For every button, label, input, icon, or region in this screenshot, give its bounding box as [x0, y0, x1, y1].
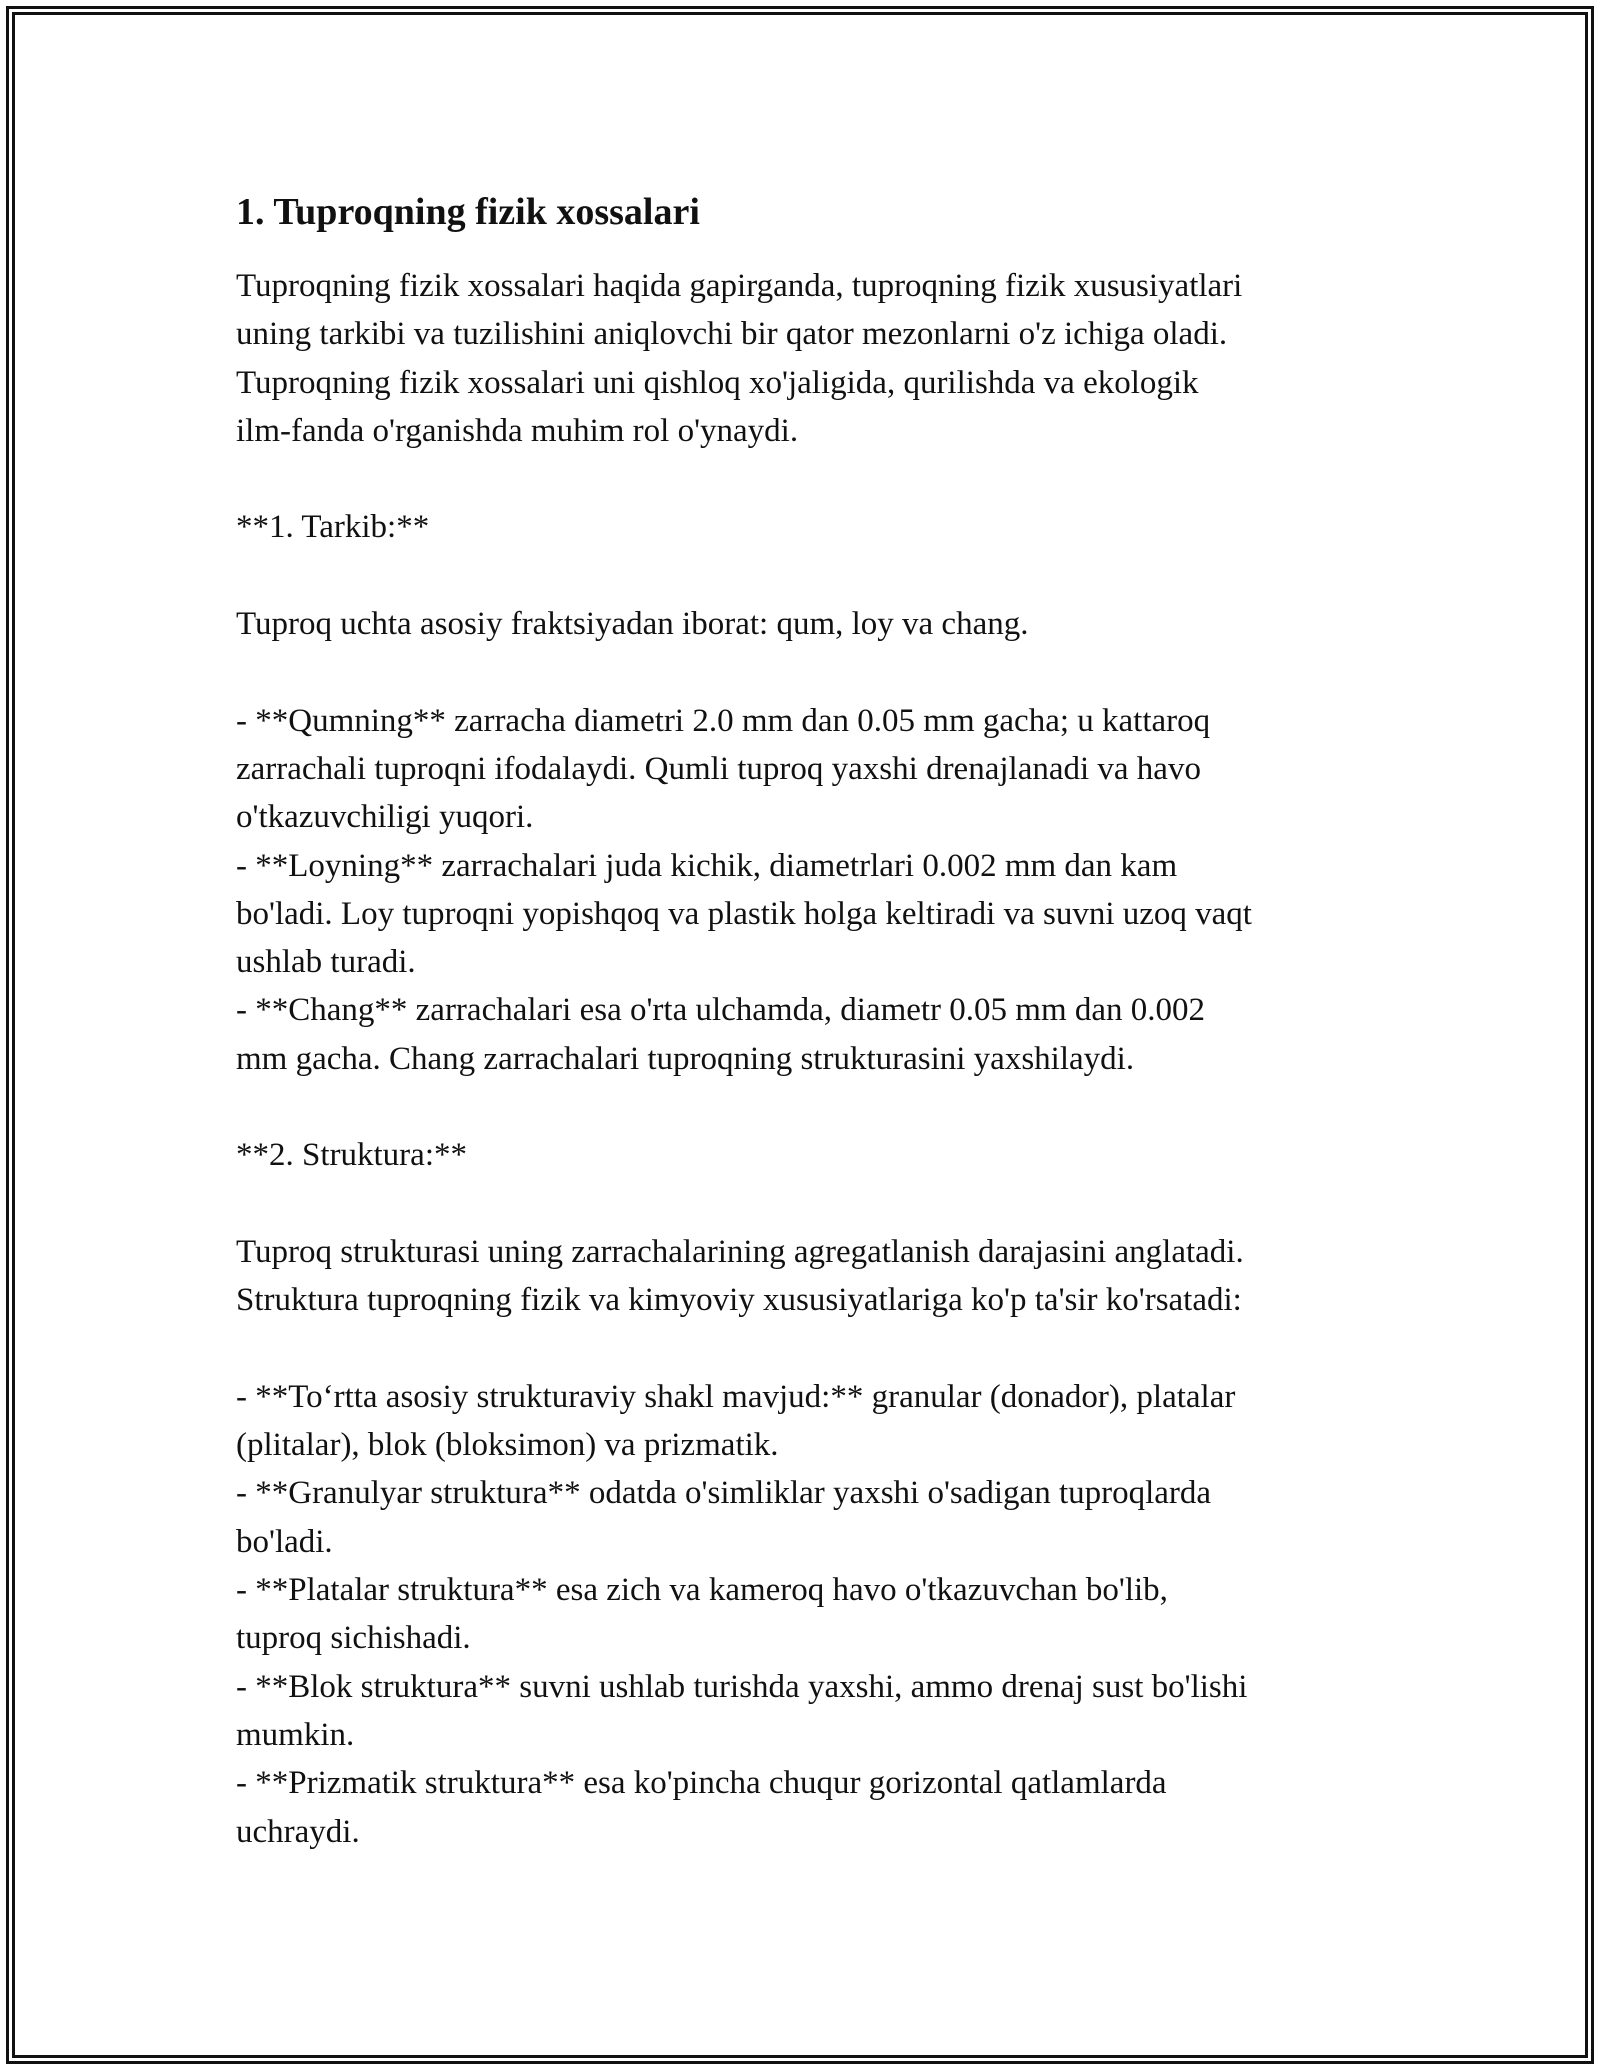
text-line: Tuproq strukturasi uning zarrachalarining agregatlanish darajasini anglatadi. [236, 1233, 1244, 1270]
text-line: ushlab turadi. [236, 944, 416, 981]
subheading-struktura: **2. Struktura:** [236, 1137, 467, 1174]
text-line: (plitalar), blok (bloksimon) va prizmatik. [236, 1427, 779, 1464]
blank-line [236, 648, 1386, 696]
blank-line [236, 1083, 1386, 1131]
text-line: uchraydi. [236, 1813, 360, 1850]
text-line: Tuproq uchta asosiy fraktsiyadan iborat: qum, loy va chang. [236, 606, 1029, 643]
subheading-tarkib: **1. Tarkib:** [236, 509, 430, 546]
list-item-line: - **Blok struktura** suvni ushlab turishda yaxshi, ammo drenaj sust bo'lishi [236, 1668, 1248, 1705]
text-line: Struktura tuproqning fizik va kimyoviy xususiyatlariga ko'p ta'sir ko'rsatadi: [236, 1282, 1242, 1319]
list-item-line: - **Prizmatik struktura** esa ko'pincha chuqur gorizontal qatlamlarda [236, 1765, 1167, 1802]
section-heading: 1. Tuproqning fizik xossalari [236, 191, 700, 233]
text-line: tuproq sichishadi. [236, 1620, 471, 1657]
list-item-line: - **Platalar struktura** esa zich va kameroq havo o'tkazuvchan bo'lib, [236, 1572, 1168, 1609]
list-item-line: - **Chang** zarrachalari esa o'rta ulchamda, diametr 0.05 mm dan 0.002 [236, 992, 1206, 1029]
blank-line [236, 1180, 1386, 1228]
blank-line [236, 552, 1386, 600]
blank-line [236, 455, 1386, 503]
text-block [236, 262, 1386, 1856]
text-line: mm gacha. Chang zarrachalari tuproqning strukturasini yaxshilaydi. [236, 1040, 1135, 1077]
text-line: bo'ladi. Loy tuproqni yopishqoq va plastik holga keltiradi va suvni uzoq vaqt [236, 895, 1252, 932]
list-item-line: - **Granulyar struktura** odatda o'simliklar yaxshi o'sadigan tuproqlarda [236, 1475, 1212, 1512]
list-item-line: - **To‘rtta asosiy strukturaviy shakl mavjud:** granular (donador), platalar [236, 1378, 1236, 1415]
list-item-line: - **Qumning** zarracha diametri 2.0 mm dan 0.05 mm gacha; u kattaroq [236, 702, 1211, 739]
text-line: zarrachali tuproqni ifodalaydi. Qumli tuproq yaxshi drenajlanadi va havo [236, 750, 1201, 787]
text-line: Tuproqning fizik xossalari haqida gapirganda, tuproqning fizik xususiyatlari [236, 268, 1243, 304]
text-line: uning tarkibi va tuzilishini aniqlovchi bir qator mezonlarni o'z ichiga oladi. [236, 316, 1228, 353]
text-line: Tuproqning fizik xossalari uni qishloq xo'jaligida, qurilishda va ekologik [236, 364, 1199, 401]
text-line: o'tkazuvchiligi yuqori. [236, 799, 534, 836]
blank-line [236, 1325, 1386, 1373]
text-line: bo'ladi. [236, 1523, 333, 1560]
text-line: mumkin. [236, 1716, 355, 1753]
document-body [236, 188, 1386, 1856]
text-line: ilm-fanda o'rganishda muhim rol o'ynaydi. [236, 412, 799, 449]
list-item-line: - **Loyning** zarrachalari juda kichik, diametrlari 0.002 mm dan kam [236, 847, 1178, 884]
